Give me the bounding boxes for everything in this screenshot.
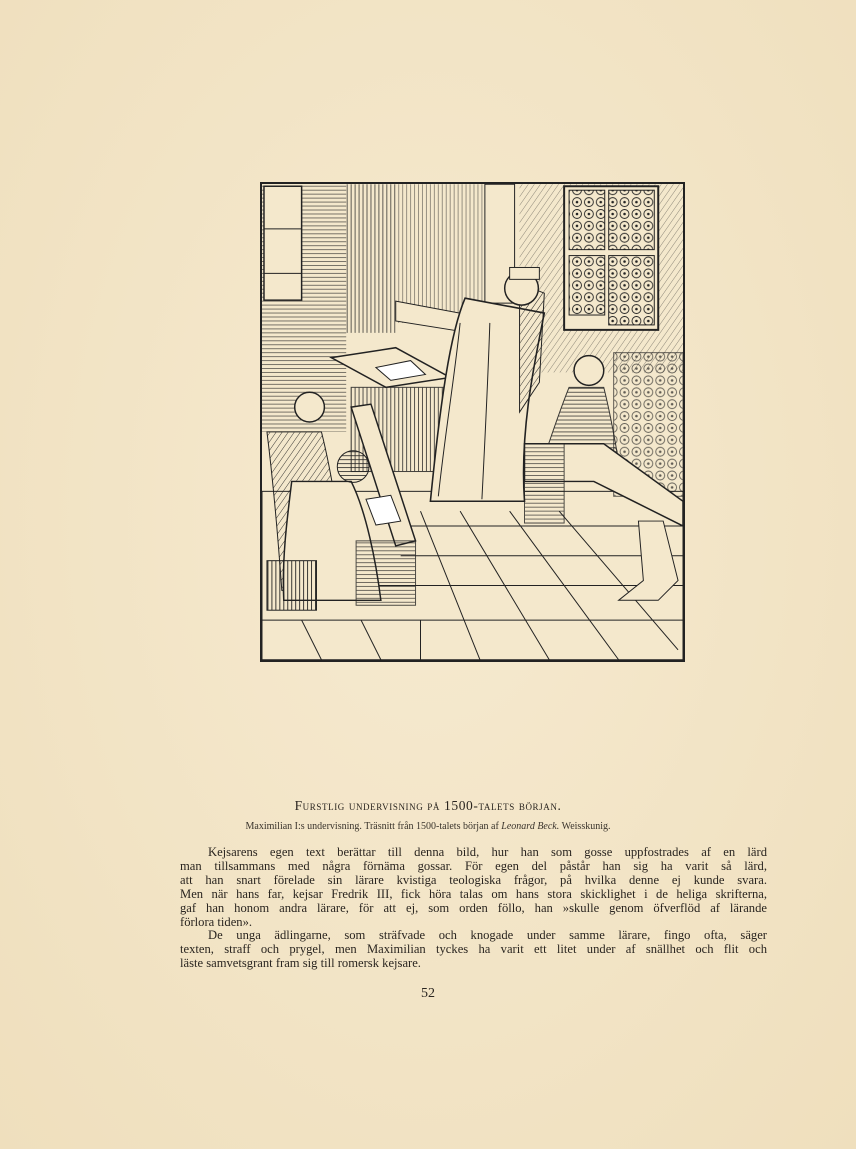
- left-window: [264, 186, 302, 300]
- text-line: läste samvetsgrant fram sig till romersk kejsare.: [180, 956, 421, 971]
- text-line: att han snart förelade sin lärare kvistiga teologiska frågor, på hvilka denne ej kunde svara.: [180, 872, 767, 887]
- figure-title: Furstlig undervisning på 1500-talets början.: [294, 798, 562, 813]
- subtitle-artist: Leonard Beck.: [501, 821, 560, 832]
- woodcut-illustration: [260, 182, 685, 662]
- subtitle-prefix: Maximilian I:s undervisning. Träsnitt från 1500-talets början af: [245, 821, 502, 832]
- text-line: De unga ädlingarne, som sträfvade och knogade under samme lärare, fingo ofta, säger: [208, 928, 767, 943]
- page-number: 52: [421, 986, 435, 1001]
- body-text: [180, 846, 767, 971]
- doorway: [346, 184, 396, 333]
- text-line: gaf han honom andra lärare, för att ej, som orden föllo, han »skulle genom öfverflöd af lärande: [180, 900, 767, 915]
- text-line: man tillsammans med några förnäma gossar. För egen del påstår han sig ha varit så lärd,: [180, 858, 767, 873]
- text-line: Kejsarens egen text berättar till denna bild, hur han som gosse uppfostrades af en lärd: [208, 845, 767, 859]
- text-line: texten, straff och prygel, men Maximilian tyckes ha varit ett litet under af snällhet och flit och: [180, 942, 767, 957]
- paragraph-2: [180, 929, 767, 971]
- subtitle-suffix: Weisskunig.: [559, 821, 611, 832]
- text-line: Men när hans far, kejsar Fredrik III, fick höra talas om hans stora skicklighet i de heliga skrifterna,: [180, 886, 767, 901]
- figure-subtitle: [0, 821, 856, 832]
- text-line: förlora tiden».: [180, 914, 253, 929]
- paragraph-1: [180, 846, 767, 929]
- woodcut-svg: [262, 184, 683, 660]
